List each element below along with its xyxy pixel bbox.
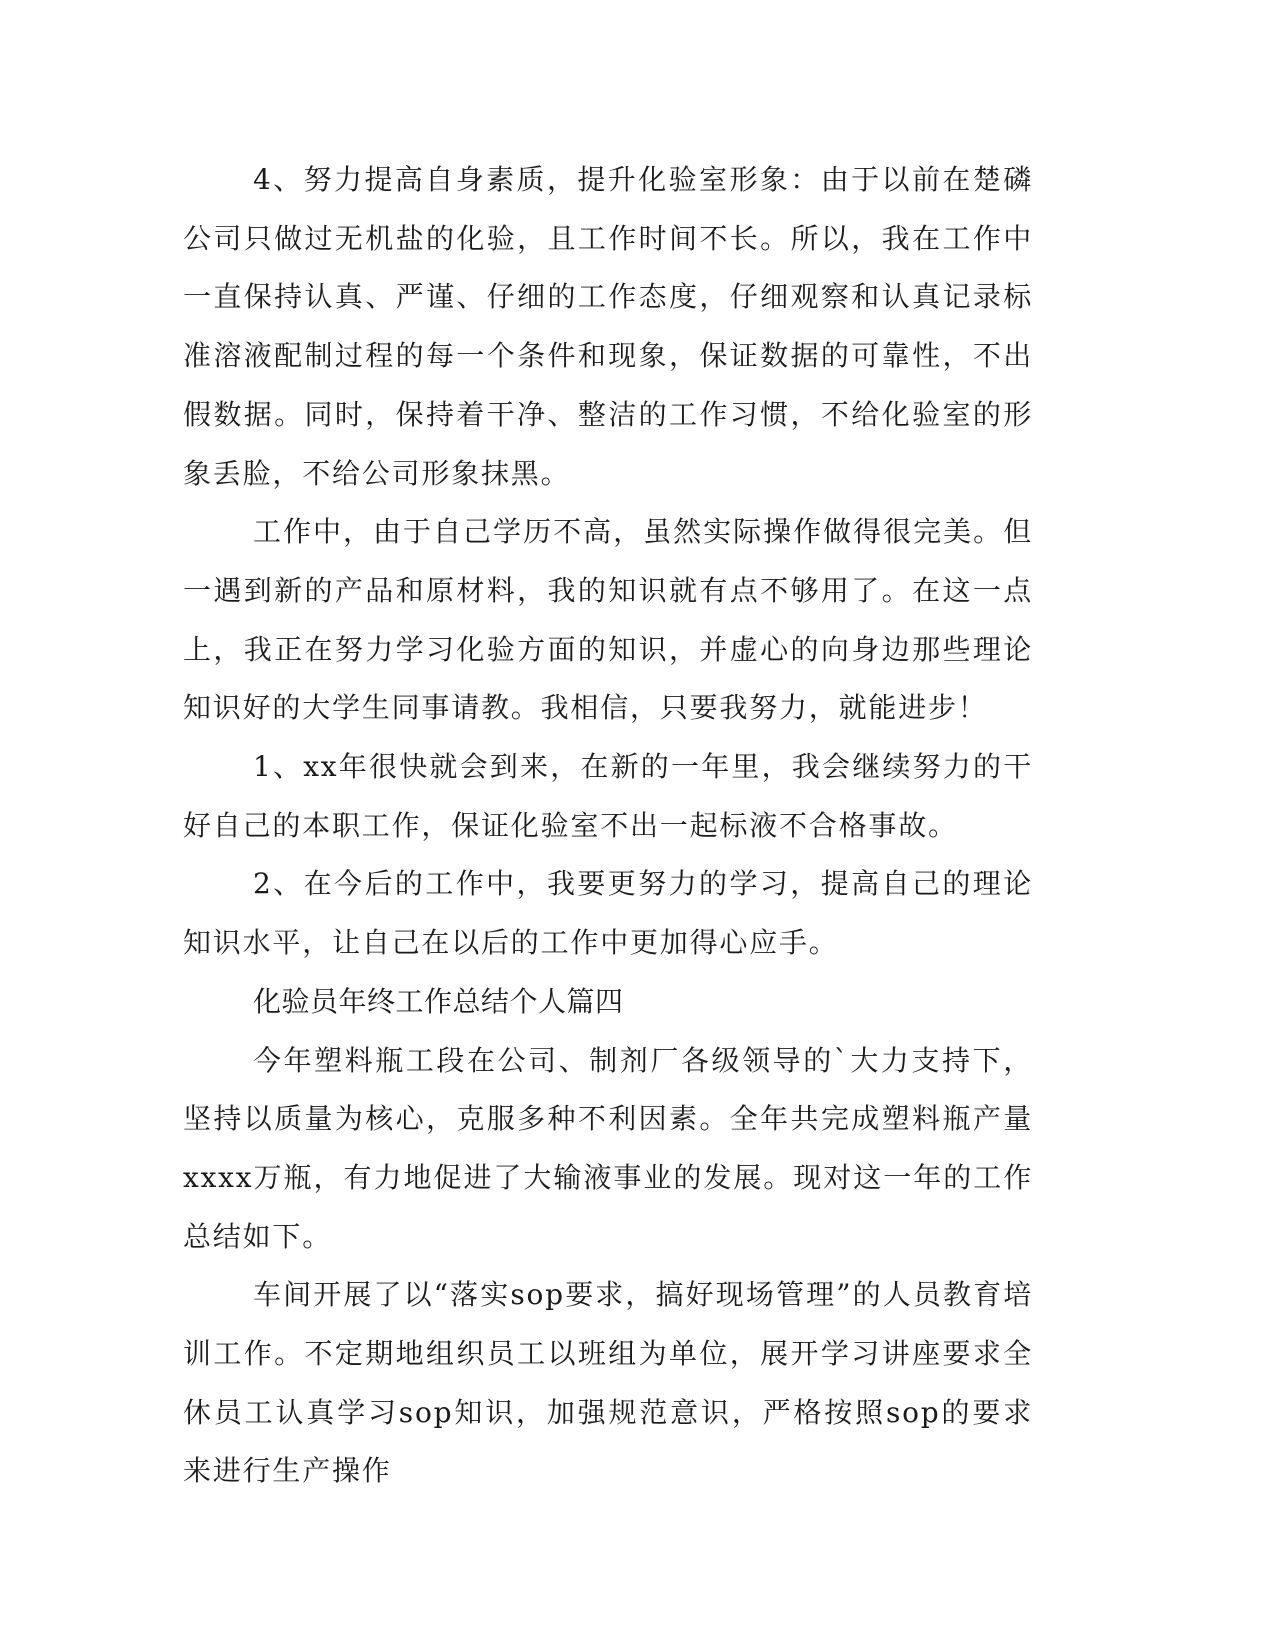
paragraph-annual-summary: 今年塑料瓶工段在公司、制剂厂各级领导的`大力支持下，坚持以质量为核心，克服多种不利因素。全年共完成塑料瓶产量xxxx万瓶，有力地促进了大输液事业的发展。现对这一年的工作总结如下。 [183, 1043, 1033, 1253]
paragraph-learning: 工作中，由于自己学历不高，虽然实际操作做得很完美。但一遇到新的产品和原材料，我的知识就有点不够用了。在这一点上，我正在努力学习化验方面的知识，并虚心的向身边那些理论知识好的大学生同事请教。我相信，只要我努力，就能进步！ [183, 515, 1033, 725]
paragraph-quality-improvement: 4、努力提高自身素质，提升化验室形象：由于以前在楚磷公司只做过无机盐的化验，且工作时间不长。所以，我在工作中一直保持认真、严谨、仔细的工作态度，仔细观察和认真记录标准溶液配制过程的每一个条件和现象，保证数据的可靠性，不出假数据。同时，保持着干净、整洁的工作习惯，不给化验室的形象丢脸，不给公司形象抹黑。 [183, 163, 1033, 490]
section-heading: 化验员年终工作总结个人篇四 [253, 984, 624, 1018]
paragraph-plan-1: 1、xx年很快就会到来，在新的一年里，我会继续努力的干好自己的本职工作，保证化验室不出一起标液不合格事故。 [183, 750, 1033, 842]
paragraph-sop-training: 车间开展了以“落实sop要求，搞好现场管理”的人员教育培训工作。不定期地组织员工以班组为单位，展开学习讲座要求全休员工认真学习sop知识，加强规范意识，严格按照sop的要求来进行生产操作 [183, 1278, 1033, 1488]
paragraph-plan-2: 2、在今后的工作中，我要更努力的学习，提高自己的理论知识水平，让自己在以后的工作中更加得心应手。 [183, 867, 1033, 960]
document-body [183, 151, 1033, 1501]
